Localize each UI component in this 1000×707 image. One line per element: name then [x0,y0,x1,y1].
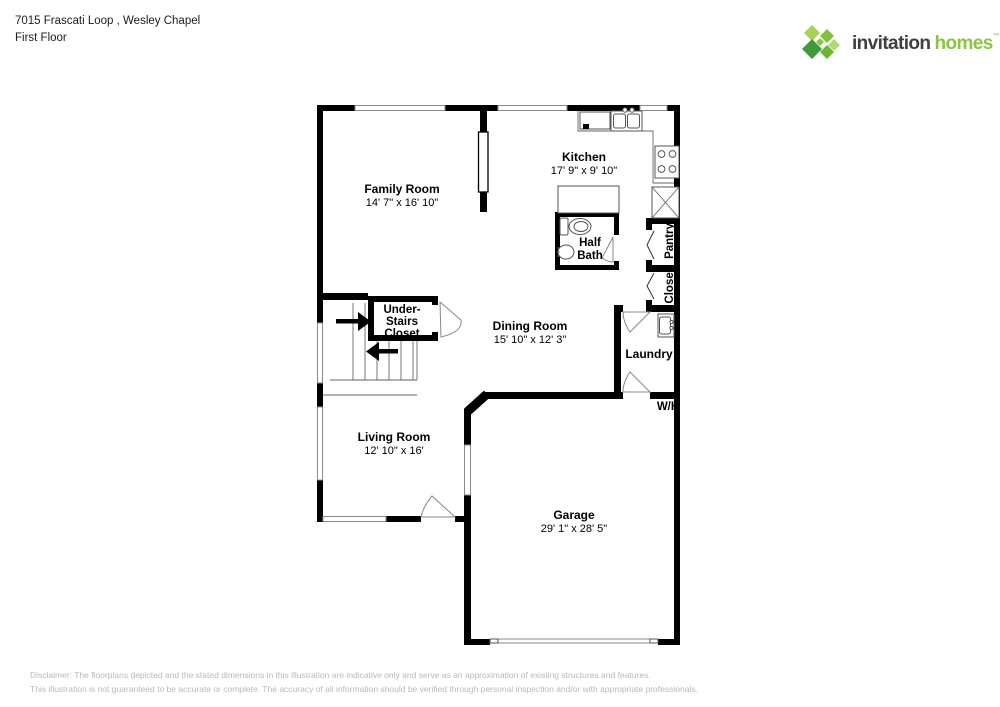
closet-label: Closet [664,268,676,304]
pantry-bifold-door [647,231,654,259]
refrigerator [652,187,679,218]
kitchen-label: Kitchen [561,150,607,164]
toilet [560,218,591,235]
laundry-garage-door [623,372,650,392]
logo-word-homes: homes [934,33,993,54]
disclaimer [30,668,698,696]
laundry-sink [658,314,674,337]
garage-dims: 29' 1" x 28' 5" [540,523,608,535]
dining-room-dims: 15' 10" x 12' 3" [493,334,567,346]
dining-room-label: Dining Room [492,319,568,333]
kitchen-island [558,186,619,213]
kitchen-sink [611,108,642,131]
water-heater-label: W/H [656,401,680,413]
living-room-dims: 12' 10" x 16' [364,445,424,457]
closet-bifold-door [647,273,654,299]
pantry-label: Pantry [664,223,676,259]
room-labels [358,150,680,535]
stairs-up-arrow [336,312,371,331]
cased-opening [479,132,489,192]
stove [655,146,679,178]
floor-label: First Floor [15,32,67,44]
half-bath-label-1: Half [579,237,601,249]
kitchen-dims: 17' 9" x 9' 10" [550,165,618,177]
half-bath-label-2: Bath [577,250,603,262]
laundry-label: Laundry [625,347,673,361]
logo-word-invitation: invitation [852,33,931,54]
interior-walls [317,105,680,412]
address-text: 7015 Frascati Loop , Wesley Chapel [15,15,201,27]
understairs-label-2: Stairs [386,316,418,328]
family-room-label: Family Room [364,182,440,196]
logo-trademark: ™ [992,33,1000,40]
family-room-dims: 14' 7" x 16' 10" [365,197,439,209]
half-bath-door [602,237,613,262]
front-door [421,496,455,517]
living-room-label: Living Room [357,430,431,444]
understairs-closet-door [440,302,461,337]
disclaimer-line-2: This illustration is not guaranteed to be accurate or complete. The accuracy of all information should be verified through personal inspection and/or with appropriate professionals. [30,684,698,694]
understairs-label-3: Closet [384,328,420,340]
garage-label: Garage [553,508,595,522]
understairs-label-1: Under- [383,304,421,316]
stairs-down-arrow [366,342,398,361]
laundry-top-door [623,312,650,332]
garage-door [490,639,658,643]
disclaimer-line-1: Disclaimer: The floorplans depicted and the stated dimensions in this illustration are indicative only and serve as an approximation of existing structures and features. [30,670,651,680]
